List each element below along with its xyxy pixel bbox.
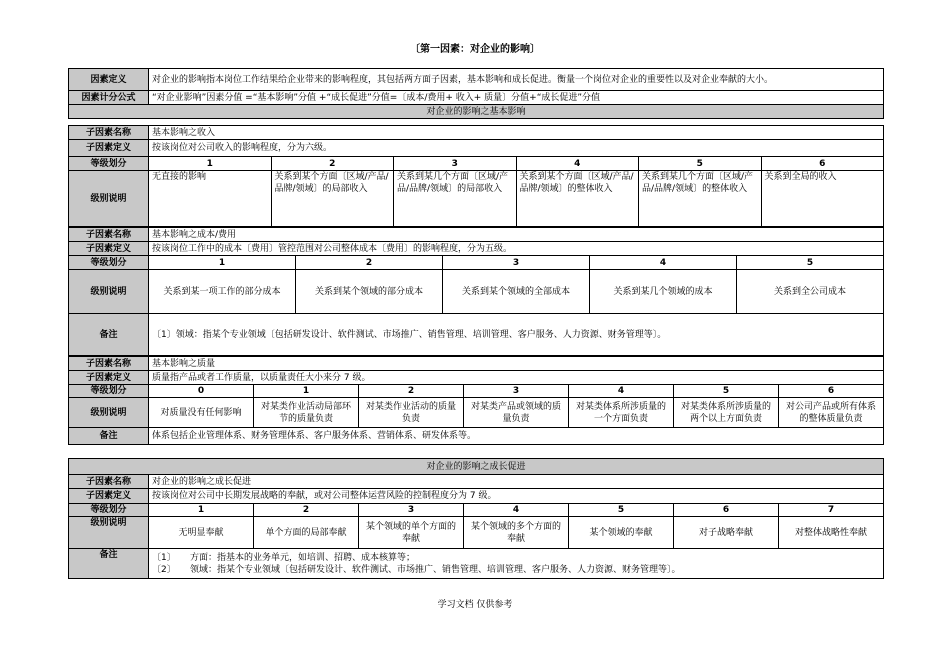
level-desc-cell: 单个方面的局部奉献 xyxy=(254,517,359,549)
level-desc-cell: 对某类产品或领域的质量负责 xyxy=(464,398,569,428)
income-definition: 按该岗位对公司收入的影响程度，分为六级。 xyxy=(149,140,884,157)
grade-cell: 1 xyxy=(254,385,359,398)
factor-definition: 对企业的影响指本岗位工作结果给企业带来的影响程度，其包括两方面子因素，基本影响和成长促进。衡量一个岗位对企业的重要性以及对企业奉献的大小。 xyxy=(149,69,884,91)
level-desc-cell: 关系到某个领域的部分成本 xyxy=(296,270,443,314)
level-desc-cell: 对质量没有任何影响 xyxy=(149,398,254,428)
growth-name: 对企业的影响之成长促进 xyxy=(149,475,884,489)
grade-label: 等级划分 xyxy=(69,504,149,517)
grade-cell: 5 xyxy=(737,256,884,270)
grade-label: 等级划分 xyxy=(69,385,149,398)
level-desc-cell: 对某类作业活动局部环节的质量负责 xyxy=(254,398,359,428)
grade-cell: 4 xyxy=(590,256,737,270)
grade-cell: 4 xyxy=(464,504,569,517)
sub-definition-label: 子因素定义 xyxy=(69,140,149,157)
level-desc-cell: 某个领域的奉献 xyxy=(569,517,674,549)
quality-table xyxy=(68,356,884,445)
level-desc-cell: 关系到某个方面〔区域/产品/品牌/领域〕的整体收入 xyxy=(516,171,639,227)
grade-label: 等级划分 xyxy=(69,157,149,171)
grade-cell: 7 xyxy=(779,504,884,517)
grade-cell: 4 xyxy=(516,157,639,171)
grade-cell: 2 xyxy=(359,385,464,398)
level-desc-cell: 对子战略奉献 xyxy=(674,517,779,549)
cost-table xyxy=(68,227,884,356)
growth-remark-line-2: 〔2〕 领域：指某个专业领域〔包括研发设计、软件测试、市场推广、销售管理、培训管理、客户服务、人力资源、财务管理等〕。 xyxy=(152,564,681,575)
level-desc-cell: 对某类作业活动的质量负责 xyxy=(359,398,464,428)
factor-table xyxy=(68,68,884,119)
level-desc-cell: 关系到某几个方面〔区域/产品/品牌/领域〕的整体收入 xyxy=(639,171,762,227)
cost-name: 基本影响之成本/费用 xyxy=(149,228,884,242)
income-name: 基本影响之收入 xyxy=(149,126,884,140)
grade-cell: 5 xyxy=(639,157,762,171)
grade-cell: 5 xyxy=(674,385,779,398)
level-desc-cell: 某个领域的多个方面的奉献 xyxy=(464,517,569,549)
level-desc-cell: 某个领域的单个方面的奉献 xyxy=(359,517,464,549)
sub-name-label: 子因素名称 xyxy=(69,126,149,140)
grade-cell: 3 xyxy=(443,256,590,270)
growth-definition: 按该岗位对公司中长期发展战略的奉献，或对公司整体运营风险的控制程度分为 7 级。 xyxy=(149,489,884,504)
level-desc-cell: 关系到全公司成本 xyxy=(737,270,884,314)
grade-cell: 6 xyxy=(674,504,779,517)
grade-cell: 6 xyxy=(761,157,884,171)
factor-formula: “对企业影响”因素分值 =“基本影响”分值 +“成长促进”分值=〔成本/费用+ 收入+ 质量〕分值+“成长促进”分值 xyxy=(149,91,884,105)
remark-label: 备注 xyxy=(69,314,149,356)
level-desc-cell: 关系到全局的收入 xyxy=(761,171,884,227)
sub-definition-label: 子因素定义 xyxy=(69,489,149,504)
level-desc-label: 级别说明 xyxy=(69,517,149,549)
grade-cell: 3 xyxy=(359,504,464,517)
sub-definition-label: 子因素定义 xyxy=(69,242,149,256)
growth-remark xyxy=(149,549,884,579)
grade-cell: 1 xyxy=(149,504,254,517)
factor-definition-label: 因素定义 xyxy=(69,69,149,91)
sub-name-label: 子因素名称 xyxy=(69,357,149,371)
growth-table xyxy=(68,458,884,579)
grade-cell: 5 xyxy=(569,504,674,517)
page-footer: 学习文档 仅供参考 xyxy=(437,600,513,610)
grade-cell: 0 xyxy=(149,385,254,398)
sub-name-label: 子因素名称 xyxy=(69,228,149,242)
quality-definition: 质量指产品或者工作质量，以质量责任大小来分 7 级。 xyxy=(149,371,884,385)
grade-cell: 4 xyxy=(569,385,674,398)
growth-remark-line-1: 〔1〕 方面：指基本的业务单元，如培训、招聘、成本核算等； xyxy=(152,552,416,563)
grade-cell: 3 xyxy=(394,157,517,171)
factor-formula-label: 因素计分公式 xyxy=(69,91,149,105)
level-desc-cell: 对某类体系所涉质量的两个以上方面负责 xyxy=(674,398,779,428)
level-desc-cell: 无直接的影响 xyxy=(149,171,272,227)
level-desc-cell: 关系到某个方面〔区域/产品/品牌/领域〕的局部收入 xyxy=(271,171,394,227)
level-desc-cell: 无明显奉献 xyxy=(149,517,254,549)
grade-cell: 1 xyxy=(149,256,296,270)
sub-name-label: 子因素名称 xyxy=(69,475,149,489)
remark-label: 备注 xyxy=(69,428,149,445)
level-desc-cell: 关系到某个领域的全部成本 xyxy=(443,270,590,314)
grade-cell: 2 xyxy=(296,256,443,270)
level-desc-cell: 对整体战略性奉献 xyxy=(779,517,884,549)
cost-remark: 〔1〕领域：指某个专业领域〔包括研发设计、软件测试、市场推广、销售管理、培训管理、客户服务、人力资源、财务管理等〕。 xyxy=(149,314,884,356)
level-desc-label: 级别说明 xyxy=(69,398,149,428)
level-desc-cell: 关系到某几个领域的成本 xyxy=(590,270,737,314)
level-desc-cell: 对某类体系所涉质量的一个方面负责 xyxy=(569,398,674,428)
section-basic-header: 对企业的影响之基本影响 xyxy=(69,105,884,119)
page-title: 〔第一因素：对企业的影响〕 xyxy=(410,44,540,55)
income-table xyxy=(68,125,884,227)
grade-cell: 2 xyxy=(271,157,394,171)
grade-label: 等级划分 xyxy=(69,256,149,270)
grade-cell: 3 xyxy=(464,385,569,398)
remark-label: 备注 xyxy=(69,549,149,579)
level-desc-label: 级别说明 xyxy=(69,171,149,227)
level-desc-cell: 对公司产品或所有体系的整体质量负责 xyxy=(779,398,884,428)
sub-definition-label: 子因素定义 xyxy=(69,371,149,385)
grade-cell: 6 xyxy=(779,385,884,398)
cost-definition: 按该岗位工作中的成本〔费用〕管控范围对公司整体成本〔费用〕的影响程度，分为五级。 xyxy=(149,242,884,256)
level-desc-cell: 关系到某一项工作的部分成本 xyxy=(149,270,296,314)
level-desc-label: 级别说明 xyxy=(69,270,149,314)
quality-remark: 体系包括企业管理体系、财务管理体系、客户服务体系、营销体系、研发体系等。 xyxy=(149,428,884,445)
section-growth-header: 对企业的影响之成长促进 xyxy=(69,459,884,475)
level-desc-cell: 关系到某几个方面〔区域/产品/品牌/领域〕的局部收入 xyxy=(394,171,517,227)
quality-name: 基本影响之质量 xyxy=(149,357,884,371)
grade-cell: 1 xyxy=(149,157,272,171)
grade-cell: 2 xyxy=(254,504,359,517)
